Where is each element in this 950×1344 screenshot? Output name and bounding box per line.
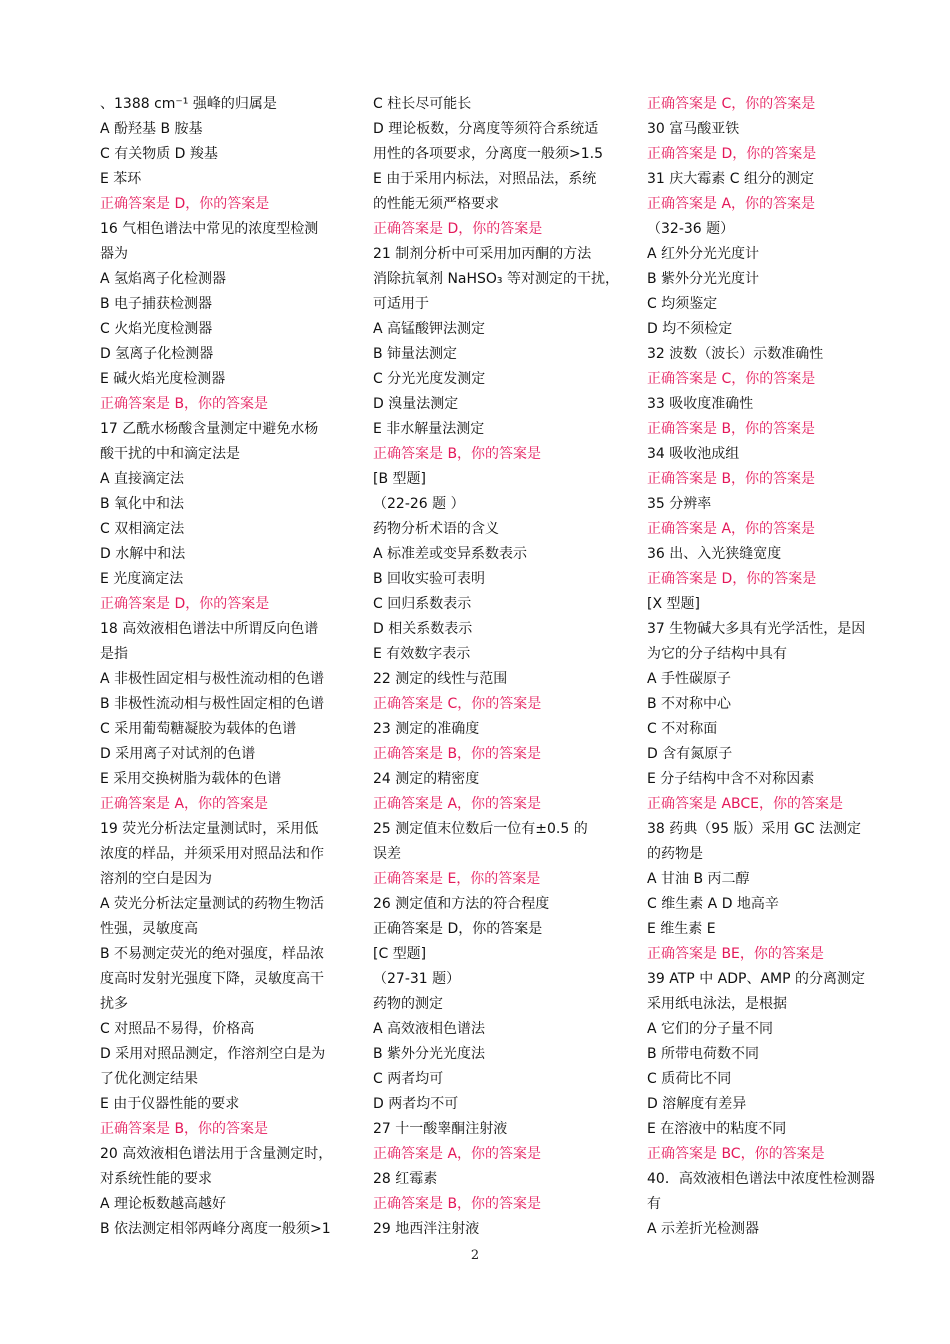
answer-line: 正确答案是 BE，你的答案是: [647, 946, 824, 962]
answer-line: 正确答案是 BC，你的答案是: [647, 1146, 825, 1162]
text-line: B 依法测定相邻两峰分离度一般须>1: [100, 1221, 331, 1237]
text-line: 29 地西泮注射液: [373, 1221, 480, 1237]
text-line: D 采用对照品测定，作溶剂空白是为: [100, 1046, 326, 1062]
text-line: E 采用交换树脂为载体的色谱: [100, 771, 282, 787]
text-line: A 红外分光光度计: [647, 246, 760, 262]
text-line: 有: [647, 1196, 661, 1212]
text-line: E 由于仪器性能的要求: [100, 1096, 240, 1112]
text-line: 为它的分子结构中具有: [647, 646, 787, 662]
page-number: 2: [470, 1248, 480, 1263]
text-line: A 氢焰离子化检测器: [100, 271, 227, 287]
answer-line: 正确答案是 D，你的答案是: [100, 596, 270, 612]
answer-line: 正确答案是 B，你的答案是: [100, 396, 269, 412]
text-line: D 采用离子对试剂的色谱: [100, 746, 256, 762]
text-line: 浓度的样品，并须采用对照品法和作: [100, 846, 324, 862]
text-line: 26 测定值和方法的符合程度: [373, 896, 550, 912]
text-line: C 不对称面: [647, 721, 718, 737]
column-2: [373, 92, 635, 1242]
text-line: 、1388 cm⁻¹ 强峰的归属是: [100, 96, 277, 112]
text-line: 溶剂的空白是因为: [100, 871, 212, 887]
answer-line: 正确答案是 D，你的答案是: [100, 196, 270, 212]
answer-line: 正确答案是 C，你的答案是: [373, 696, 542, 712]
text-line: 误差: [373, 846, 401, 862]
text-line: E 非水解量法测定: [373, 421, 485, 437]
text-line: B 不对称中心: [647, 696, 732, 712]
text-line: A 非极性固定相与极性流动相的色谱: [100, 671, 325, 687]
text-line: C 柱长尽可能长: [373, 96, 472, 112]
text-line: 36 出、入光狭缝宽度: [647, 546, 782, 562]
text-line: 器为: [100, 246, 128, 262]
text-line: 用性的各项要求，分离度一般须>1.5: [373, 146, 603, 162]
text-line: 药物分析术语的含义: [373, 521, 499, 537]
text-line: 消除抗氧剂 NaHSO₃ 等对测定的干扰，: [373, 271, 619, 287]
text-line: 可适用于: [373, 296, 429, 312]
answer-line: 正确答案是 D，你的答案是: [373, 221, 543, 237]
text-line: C 均须鉴定: [647, 296, 718, 312]
text-line: B 电子捕获检测器: [100, 296, 213, 312]
text-line: 39 ATP 中 ADP、AMP 的分离测定: [647, 971, 865, 987]
text-line: D 两者均不可: [373, 1096, 459, 1112]
text-line: 21 制剂分析中可采用加丙酮的方法: [373, 246, 592, 262]
text-line: 药物的测定: [373, 996, 443, 1012]
text-line: B 氧化中和法: [100, 496, 185, 512]
text-line: D 溴量法测定: [373, 396, 459, 412]
text-line: [B 型题]: [373, 471, 426, 487]
text-line: A 示差折光检测器: [647, 1221, 760, 1237]
text-line: C 有关物质 D 羧基: [100, 146, 218, 162]
text-line: （27-31 题）: [373, 971, 461, 987]
text-line: 20 高效液相色谱法用于含量测定时，: [100, 1146, 333, 1162]
text-line: B 紫外分光光度法: [373, 1046, 486, 1062]
text-line: 度高时发射光强度下降，灵敏度高干: [100, 971, 324, 987]
text-line: 对系统性能的要求: [100, 1171, 212, 1187]
text-line: 31 庆大霉素 C 组分的测定: [647, 171, 814, 187]
text-line: B 回收实验可表明: [373, 571, 486, 587]
text-line: C 采用葡萄糖凝胶为载体的色谱: [100, 721, 297, 737]
text-line: 扰多: [100, 996, 128, 1012]
answer-line: 正确答案是 D，你的答案是: [647, 571, 817, 587]
text-line: 是指: [100, 646, 128, 662]
text-line: E 光度滴定法: [100, 571, 184, 587]
text-line: 38 药典（95 版）采用 GC 法测定: [647, 821, 862, 837]
answer-line: 正确答案是 A，你的答案是: [647, 196, 816, 212]
answer-line: 正确答案是 B，你的答案是: [373, 746, 542, 762]
text-line: 25 测定值末位数后一位有±0.5 的: [373, 821, 588, 837]
answer-line: 正确答案是 B，你的答案是: [647, 421, 816, 437]
text-line: E 分子结构中含不对称因素: [647, 771, 815, 787]
answer-line: 正确答案是 C，你的答案是: [647, 371, 816, 387]
text-line: A 理论板数越高越好: [100, 1196, 227, 1212]
text-line: D 含有氮原子: [647, 746, 733, 762]
text-line: C 双相滴定法: [100, 521, 185, 537]
text-line: （22-26 题 ）: [373, 496, 465, 512]
text-line: C 回归系数表示: [373, 596, 472, 612]
text-line: 27 十一酸睾酮注射液: [373, 1121, 508, 1137]
text-line: 37 生物碱大多具有光学活性，是因: [647, 621, 866, 637]
text-line: 24 测定的精密度: [373, 771, 480, 787]
text-line: 的药物是: [647, 846, 703, 862]
text-line: B 紫外分光光度计: [647, 271, 760, 287]
text-line: A 高锰酸钾法测定: [373, 321, 486, 337]
text-line: 23 测定的准确度: [373, 721, 480, 737]
text-line: A 高效液相色谱法: [373, 1021, 486, 1037]
answer-line: 正确答案是 A，你的答案是: [373, 1146, 542, 1162]
text-line: 性强，灵敏度高: [100, 921, 198, 937]
answer-line: 正确答案是 E，你的答案是: [373, 871, 541, 887]
text-line: A 手性碳原子: [647, 671, 732, 687]
answer-line: 正确答案是 B，你的答案是: [373, 1196, 542, 1212]
text-line: B 非极性流动相与极性固定相的色谱: [100, 696, 325, 712]
text-line: 17 乙酰水杨酸含量测定中避免水杨: [100, 421, 319, 437]
text-line: 35 分辨率: [647, 496, 712, 512]
answer-line: 正确答案是 A，你的答案是: [373, 796, 542, 812]
text-line: 的性能无须严格要求: [373, 196, 499, 212]
text-line: 采用纸电泳法，是根据: [647, 996, 787, 1012]
text-line: E 在溶液中的粘度不同: [647, 1121, 787, 1137]
text-line: B 铈量法测定: [373, 346, 458, 362]
text-line: 18 高效液相色谱法中所谓反向色谱: [100, 621, 319, 637]
text-line: D 均不须检定: [647, 321, 733, 337]
text-line: A 酚羟基 B 胺基: [100, 121, 203, 137]
answer-line: 正确答案是 C，你的答案是: [647, 96, 816, 112]
text-line: 34 吸收池成组: [647, 446, 740, 462]
text-line: 22 测定的线性与范围: [373, 671, 508, 687]
answer-line: 正确答案是 B，你的答案是: [647, 471, 816, 487]
text-line: 33 吸收度准确性: [647, 396, 754, 412]
text-line: [C 型题]: [373, 946, 427, 962]
text-line: D 氢离子化检测器: [100, 346, 214, 362]
text-line: C 维生素 A D 地高辛: [647, 896, 779, 912]
text-line: C 质荷比不同: [647, 1071, 732, 1087]
text-line: [X 型题]: [647, 596, 700, 612]
answer-line: 正确答案是 A，你的答案是: [100, 796, 269, 812]
text-line: B 所带电荷数不同: [647, 1046, 760, 1062]
text-line: E 碱火焰光度检测器: [100, 371, 226, 387]
text-line: 16 气相色谱法中常见的浓度型检测: [100, 221, 319, 237]
text-line: D 水解中和法: [100, 546, 186, 562]
answer-line: 正确答案是 A，你的答案是: [647, 521, 816, 537]
text-line: E 有效数字表示: [373, 646, 471, 662]
answer-line: 正确答案是 D，你的答案是: [647, 146, 817, 162]
answer-line: 正确答案是 ABCE，你的答案是: [647, 796, 844, 812]
text-line: D 相关系数表示: [373, 621, 473, 637]
text-line: 19 荧光分析法定量测试时，采用低: [100, 821, 319, 837]
text-line: C 分光光度发测定: [373, 371, 486, 387]
text-line: 正确答案是 D，你的答案是: [373, 921, 543, 937]
text-line: D 理论板数，分离度等须符合系统适: [373, 121, 599, 137]
text-line: C 对照品不易得，价格高: [100, 1021, 255, 1037]
text-line: B 不易测定荧光的绝对强度，样品浓: [100, 946, 325, 962]
column-1: [100, 92, 362, 1242]
text-line: C 两者均可: [373, 1071, 444, 1087]
answer-line: 正确答案是 B，你的答案是: [373, 446, 542, 462]
text-line: E 由于采用内标法，对照品法，系统: [373, 171, 597, 187]
text-line: A 甘油 B 丙二醇: [647, 871, 750, 887]
column-3: [647, 92, 909, 1242]
text-line: 酸干扰的中和滴定法是: [100, 446, 240, 462]
text-line: 40．高效液相色谱法中浓度性检测器: [647, 1171, 875, 1187]
text-line: A 荧光分析法定量测试的药物生物活: [100, 896, 325, 912]
text-line: A 它们的分子量不同: [647, 1021, 774, 1037]
text-line: E 苯环: [100, 171, 142, 187]
text-line: C 火焰光度检测器: [100, 321, 213, 337]
text-line: D 溶解度有差异: [647, 1096, 747, 1112]
text-line: （32-36 题）: [647, 221, 735, 237]
text-line: 32 波数（波长）示数准确性: [647, 346, 824, 362]
text-line: 28 红霉素: [373, 1171, 438, 1187]
answer-line: 正确答案是 B，你的答案是: [100, 1121, 269, 1137]
text-line: 30 富马酸亚铁: [647, 121, 740, 137]
text-line: 了优化测定结果: [100, 1071, 198, 1087]
text-line: A 直接滴定法: [100, 471, 185, 487]
text-line: A 标准差或变异系数表示: [373, 546, 528, 562]
text-line: E 维生素 E: [647, 921, 716, 937]
